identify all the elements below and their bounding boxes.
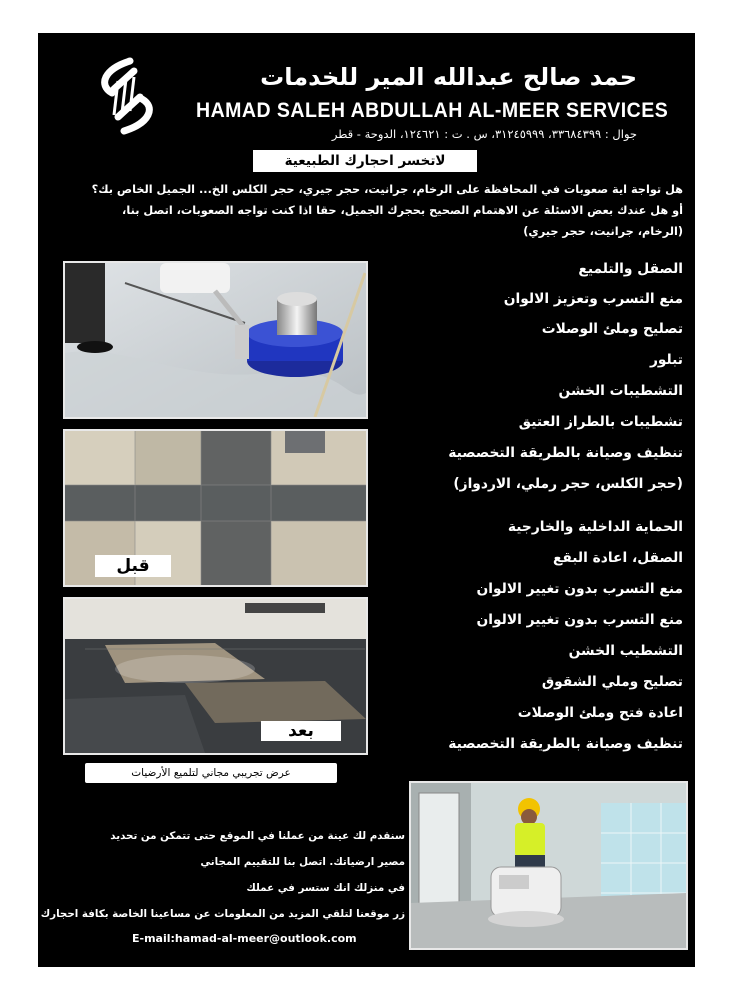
company-logo [90, 55, 164, 137]
intro-line: أو هل عندك بعض الاسئلة عن الاهتمام الصحيح بحجرك الجميل، حقا اذا كنت تواجه الصعوبات، اتصل بنا، [122, 204, 683, 217]
bottom-line: سنقدم لك عينة من عملنا في الموقع حتى تتمكن من تحديد [110, 830, 405, 842]
bottom-text [40, 823, 405, 927]
service-item: الحماية الداخلية والخارجية [507, 519, 683, 535]
before-label: قبل [95, 555, 171, 577]
bottom-line: مصير ارضياتك. اتصل بنا للتقييم المجاني [200, 856, 405, 868]
company-name-english: HAMAD SALEH ABDULLAH AL-MEER SERVICES [196, 99, 669, 122]
service-item: اعادة فتح وملئ الوصلات [517, 705, 683, 721]
service-item: تنظيف وصيانة بالطريقة التخصصية [448, 736, 683, 752]
intro-text [43, 179, 683, 242]
after-photo [63, 597, 368, 755]
service-item: منع التسرب وتعزيز الالوان [503, 291, 683, 307]
free-trial-offer: عرض تجريبي مجاني لتلميع الأرضيات [85, 763, 337, 783]
service-item: الصقل، اعادة البقع [552, 550, 683, 566]
service-item: تبلور [649, 352, 683, 368]
service-item: منع التسرب بدون تغيير الالوان [476, 581, 683, 597]
service-item: منع التسرب بدون تغيير الالوان [476, 612, 683, 628]
bottom-line: في منزلك انك ستسر في عملك [246, 882, 405, 894]
service-item: تنظيف وصيانة بالطريقة التخصصية [448, 445, 683, 461]
service-item: تصليح وملئ الوصلات [541, 321, 683, 337]
after-label: بعد [261, 721, 341, 741]
service-item: تصليح وملي الشقوق [541, 674, 683, 690]
company-name-arabic: حمد صالح عبدالله المير للخدمات [260, 63, 637, 91]
flyer [38, 33, 695, 967]
service-item: التشطيب الخشن [568, 643, 683, 659]
email-contact: E-mail:hamad-al-meer@outlook.com [132, 932, 357, 945]
before-photo [63, 429, 368, 587]
service-item: تشطيبات بالطراز العتيق [518, 414, 683, 430]
service-item: (حجر الكلس، حجر رملي، الاردواز) [453, 476, 683, 492]
intro-line: هل تواجة اية صعوبات في المحافظة على الرخام، جرانيت، حجر جيري، حجر الكلس الخ... الجميل الخاص بك؟ [91, 183, 683, 196]
bottom-line: زر موقعنا لتلقي المزيد من المعلومات عن مساعينا الخاصة بكافة احجارك [40, 908, 405, 920]
contact-info: جوال : ٣٣٦٨٤٣٩٩، ٣١٢٤٥٩٩٩، س . ت : ١٢٤٦٢١، الدوحة - قطر [331, 127, 637, 141]
service-item: الصقل والتلميع [578, 261, 683, 277]
polishing-machine-photo [63, 261, 368, 419]
intro-line: (الرخام، جرانيت، حجر جيري) [523, 225, 683, 238]
service-item: التشطيبات الخشن [558, 383, 683, 399]
worker-photo [409, 781, 688, 950]
tagline-banner: لاتخسر احجارك الطبيعية [253, 150, 477, 172]
